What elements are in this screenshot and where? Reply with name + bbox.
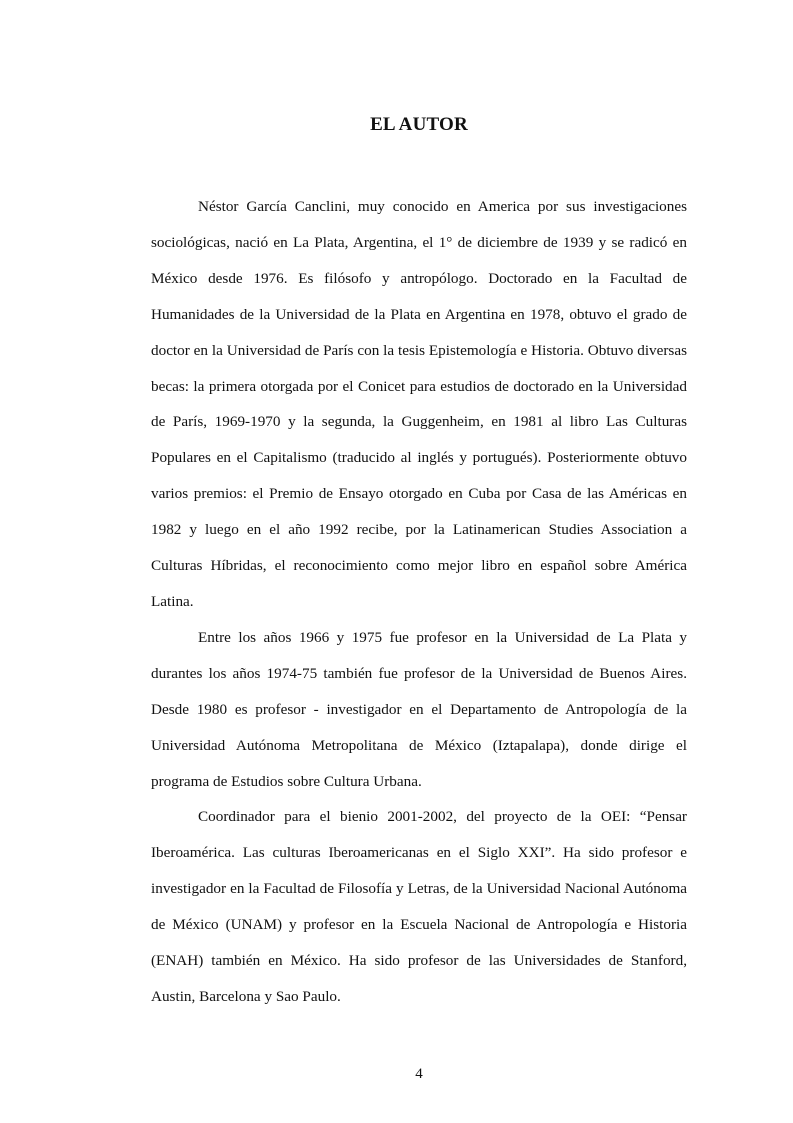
paragraph-teaching: Entre los años 1966 y 1975 fue profesor en la Universidad de La Plata y durantes los años 1974-75 también fue profesor de la Universidad de Buenos Aires. Desde 1980 es profesor - investigador en el Departamento de Antropología de la Universidad Autónoma Metropolitana de México (Iztapalapa), donde dirige el programa de Estudios sobre Cultura Urbana. [151, 628, 687, 790]
page-title: EL AUTOR [370, 114, 468, 135]
body-text [151, 189, 687, 1015]
page-number: 4 [415, 1066, 423, 1082]
paragraph-coordination: Coordinador para el bienio 2001-2002, del proyecto de la OEI: “Pensar Iberoamérica. Las culturas Iberoamericanas en el Siglo XXI”. Ha sido profesor e investigador en la Facultad de Filosofía y Letras, de la Universidad Nacional Autónoma de México (UNAM) y profesor en la Escuela Nacional de Antropología e Historia (ENAH) también en México. Ha sido profesor de las Universidades de Stanford, Austin, Barcelona y Sao Paulo. [151, 808, 687, 1005]
paragraph-biography: Néstor García Canclini, muy conocido en America por sus investigaciones sociológicas, nació en La Plata, Argentina, el 1° de diciembre de 1939 y se radicó en México desde 1976. Es filósofo y antropólogo. Doctorado en la Facultad de Humanidades de la Universidad de la Plata en Argentina en 1978, obtuvo el grado de doctor en la Universidad de París con la tesis Epistemología e Historia. Obtuvo diversas becas: la primera otorgada por el Conicet para estudios de doctorado en la Universidad de París, 1969-1970 y la segunda, la Guggenheim, en 1981 al libro Las Culturas Populares en el Capitalismo (traducido al inglés y portugués). Posteriormente obtuvo varios premios: el Premio de Ensayo otorgado en Cuba por Casa de las Américas en 1982 y luego en el año 1992 recibe, por la Latinamerican Studies Association a Culturas Híbridas, el reconocimiento como mejor libro en español sobre América Latina. [151, 198, 687, 610]
